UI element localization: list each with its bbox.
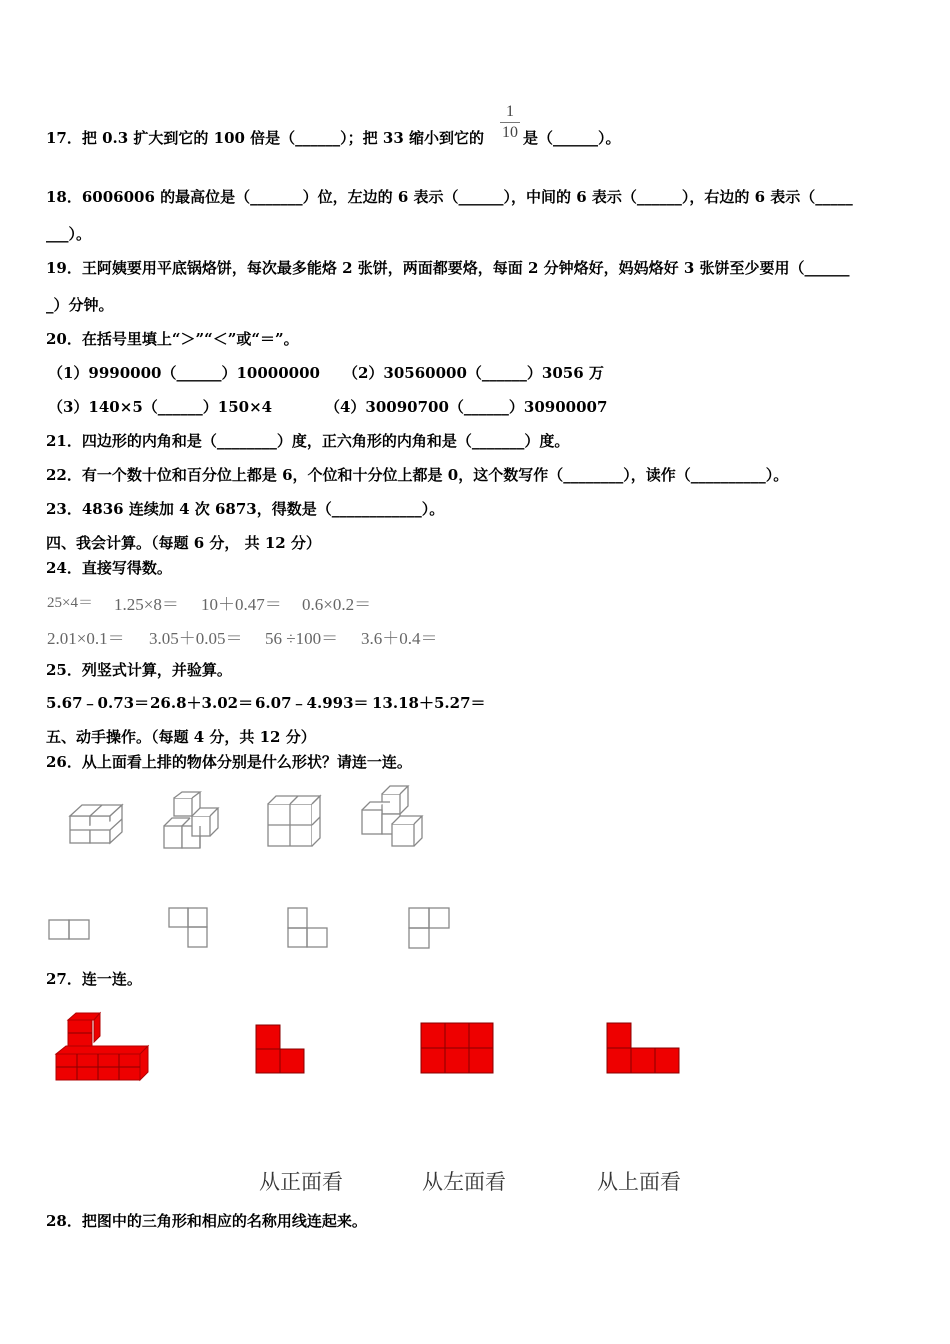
view-label-front: 从正面看 — [259, 1170, 343, 1194]
q25-title: 25．列竖式计算，并验算。 — [46, 661, 232, 679]
calc-item: 1.25×8＝ — [114, 595, 179, 614]
fraction-one-tenth — [499, 103, 521, 142]
view-label-left: 从左面看 — [422, 1170, 506, 1194]
section-4-heading: 四、我会计算。（每题 6 分， 共 12 分） — [46, 534, 321, 552]
calc-item: 3.6＋0.4＝ — [361, 629, 438, 648]
q19-line2: _）分钟。 — [46, 296, 114, 314]
q20-title: 20．在括号里填上“＞”“＜”或“＝”。 — [46, 330, 299, 348]
section-5-heading: 五、动手操作。（每题 4 分，共 12 分） — [46, 728, 316, 746]
view-label-top: 从上面看 — [597, 1170, 681, 1194]
calc-item: 56 ÷100＝ — [265, 629, 339, 648]
view-shape-l-left — [168, 907, 210, 949]
q24-title: 24．直接写得数。 — [46, 559, 172, 577]
cube-stack-figure-3 — [264, 794, 322, 850]
red-view-rectangle — [420, 1022, 494, 1074]
q25-item-2: 26.8＋3.02＝ — [150, 694, 254, 712]
q21-text: 21．四边形的内角和是（________）度，正六角形的内角和是（_______）度。 — [46, 432, 570, 450]
q25-item-1: 5.67﹣0.73＝ — [46, 694, 150, 712]
q23-text: 23．4836 连续加 4 次 6873，得数是（____________）。 — [46, 500, 445, 518]
red-cube-solid — [54, 1012, 150, 1082]
cube-stack-figure-2 — [160, 790, 226, 852]
fraction-bar — [500, 122, 520, 123]
q20-item-1: （1）9990000（______）10000000 — [48, 364, 320, 382]
q28-title: 28．把图中的三角形和相应的名称用线连起来。 — [46, 1212, 367, 1230]
q20-item-3: （3）140×5（______）150×4 — [48, 398, 273, 416]
calc-item: 3.05＋0.05＝ — [149, 629, 243, 648]
cube-stack-figure-4 — [356, 784, 426, 850]
q17-text: 17．把 0.3 扩大到它的 100 倍是（______）；把 33 缩小到它的 — [46, 129, 484, 147]
fraction-numerator: 1 — [506, 103, 514, 120]
view-shape-l-top — [408, 907, 452, 949]
q18-line1: 18．6006006 的最高位是（_______）位，左边的 6 表示（______），中间的 6 表示（______），右边的 6 表示（_____ — [46, 188, 853, 206]
q22-text: 22．有一个数十位和百分位上都是 6，个位和十分位上都是 0，这个数写作（________），读作（__________）。 — [46, 466, 789, 484]
q25-item-4: 13.18＋5.27＝ — [372, 694, 486, 712]
red-view-step-shape — [606, 1022, 680, 1074]
view-shape-two-squares — [48, 918, 90, 942]
fraction-denominator: 10 — [502, 124, 518, 141]
q20-item-2: （2）30560000（______）3056 万 — [343, 364, 604, 382]
calc-item: 2.01×0.1＝ — [47, 629, 125, 648]
cube-stack-figure-1 — [66, 800, 126, 848]
view-shape-l-bottom — [287, 907, 329, 949]
q25-item-3: 6.07﹣4.993＝ — [255, 694, 369, 712]
q18-line2: ___）。 — [46, 225, 92, 243]
q26-title: 26．从上面看上排的物体分别是什么形状？请连一连。 — [46, 753, 412, 771]
calc-item: 10＋0.47＝ — [201, 595, 282, 614]
q17-text-end: 是（______）。 — [523, 129, 621, 147]
calc-item: 0.6×0.2＝ — [302, 595, 372, 614]
q20-item-4: （4）30090700（______）30900007 — [325, 398, 608, 416]
q27-title: 27．连一连。 — [46, 970, 142, 988]
red-view-l-shape — [255, 1024, 305, 1074]
q19-line1: 19．王阿姨要用平底锅烙饼，每次最多能烙 2 张饼，两面都要烙，每面 2 分钟烙好，妈妈烙好 3 张饼至少要用（______ — [46, 259, 850, 277]
calc-item: 25×4＝ — [47, 595, 93, 611]
